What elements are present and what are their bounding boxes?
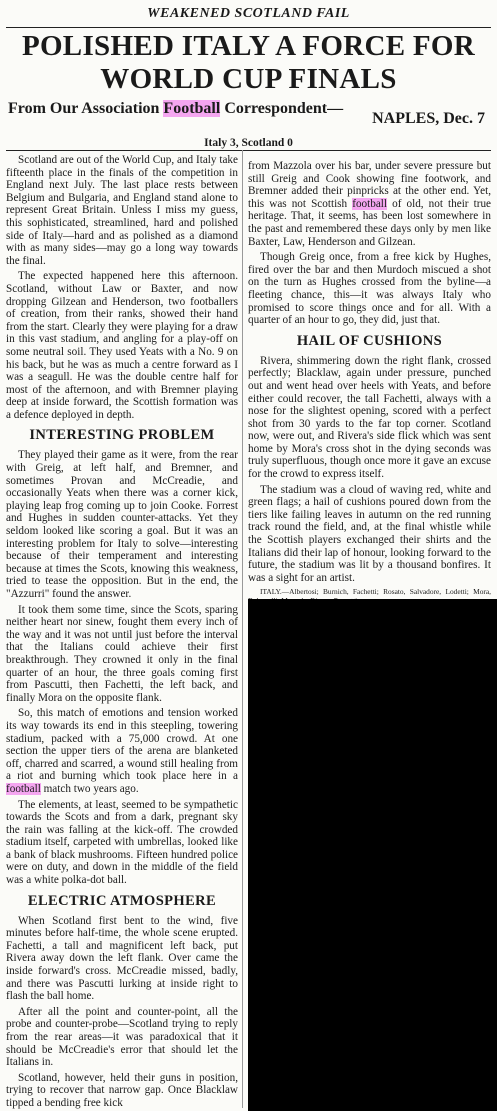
score-rule	[6, 150, 491, 151]
paragraph: The stadium was a cloud of waving red, white and green flags; a hail of cushions poured down from the tiers like failing leaves in autumn on the red running track round the field, and, at the final whistle while the Scottish players exchanged their shirts and the Italians did their lap of honour, looking forward to the future, the stadium was lit by a thousand bonfires. It was a sight for an artist.	[248, 483, 491, 584]
column-left	[6, 154, 238, 1111]
paragraph: Rivera, shimmering down the right flank, crossed perfectly; Blacklaw, again under pressure, punched out and went head over heels with Yeats, and before either could recover, the tall Fachetti, always with a nose for the slightest opening, scored with a perfect shot from 30 yards to the far top corner. Scotland now, were out, and Rivera's side flick which was sent home by Mora's cross shot in the dying seconds was truly superfluous, though once more it gave an excuse for the crowd to express itself.	[248, 354, 491, 481]
paragraph	[6, 707, 238, 795]
highlight: football	[6, 782, 41, 795]
paragraph: After all the point and counter-point, all the probe and counter-probe—Scotland trying to reply from the rear areas—it was paradoxical that it should be McCreadie's error that should let the Italians in.	[6, 1005, 238, 1069]
byline-prefix: From Our Association	[8, 100, 164, 117]
subheading: INTERESTING PROBLEM	[29, 427, 215, 444]
paragraph: Scotland are out of the World Cup, and Italy take fifteenth place in the finals of the competition in England next July. The last place rests between Belgium and Bulgaria, and England stand alone to represent Great Britain. Unless I miss my guess, this sophisticated, streamlined, hard and polished side of Italy—hard and as polished as a diamond with as many sides—may go a long way towards the final.	[6, 154, 238, 267]
paragraph: The expected happened here this afternoon. Scotland, without Law or Baxter, and now dropping Gilzean and Henderson, two footballers of creation, from their ranks, showed their hand from the start. Clearly they were playing for a draw in this vast stadium, and angling for a play-off on some neutral soil. They used Yeats with a No. 9 on his back, but he was as much a centre forward as I was a seagull. He was the double centre half for most of the afternoon, and with Bremner playing deep at inside forward, the Scottish formation was a defence deployed in depth.	[6, 270, 238, 421]
paragraph: The elements, at least, seemed to be sympathetic towards the Scots and from a dark, pregnant sky the rain was falling at the kick-off. The crowded stadium itself, carpeted with umbrellas, looked like a bank of black mushrooms. Fifteen hundred police were on duty, and down in the middle of the field was a white polka-dot ball.	[6, 798, 238, 887]
paragraph: Though Greig once, from a free kick by Hughes, fired over the bar and then Murdoch miscued a shot on the turn as Hughes crossed from the byline—a fleeting chance, this—it was always Italy who promised to score things once and for all. With a quarter of an hour to go, they did, just that.	[248, 251, 491, 327]
paragraph: It took them some time, since the Scots, sparing neither heart nor sinew, fought them every inch of the way and it was not until just before the interval that the Italians could achieve their first breakthrough. They crowned it only in the final quarter of an hour, the three goals coming first from Pascutti, then Fachetti, the left back, and finally Mora on the opposite flank.	[6, 603, 238, 704]
column-divider	[242, 150, 243, 1108]
score-line: Italy 3, Scotland 0	[204, 137, 293, 149]
dateline: NAPLES, Dec. 7	[372, 110, 485, 127]
subheading: ELECTRIC ATMOSPHERE	[27, 892, 217, 909]
byline	[8, 100, 343, 118]
lineup-italy: ITALY.—Albertosi; Burnich, Fachetti; Rosato, Salvadore, Lodetti; Mora,	[260, 587, 491, 597]
paragraph: They played their game as it were, from the rear with Greig, at left half, and Bremner, and sometimes Provan and McCreadie, and occasionally Yeats when there was a corner kick, playing leap frog coming up to join Cooke. Forrest and Hughes in sudden counter-attacks. Yet they seldom looked like scoring a goal. But it was an interesting problem for Italy to solve—interesting because of their temperament and interesting because at times the Scots, knowing this weakness, tried to tease the opposition. But in the end, the "Azzurri" found the answer.	[6, 449, 238, 600]
paragraph: When Scotland first bent to the wind, five minutes before half-time, the whole scene erupted. Fachetti, a tall and magnificent left back, put Rivera away down the left flank. Over came the inside forward's cross. McCreadie missed, badly, and there was Pascutti lurking at inside right to flash the ball home.	[6, 914, 238, 1003]
byline-suffix: Correspondent—	[220, 100, 344, 117]
paragraph	[248, 160, 491, 248]
top-rule	[6, 27, 491, 28]
text-run: match two years ago.	[40, 782, 139, 795]
subheading: HAIL OF CUSHIONS	[296, 332, 443, 349]
blank-area	[248, 599, 497, 1111]
column-right	[248, 160, 491, 641]
text-run: of old, not their true heritage. That, it seems, has been lost somewhere in the past and remembered these days only by men like Baxter, Law, Henderson and Gilzean.	[248, 197, 491, 248]
text-run: So, this match of emotions and tension worked its way towards its end in this steepling, towering stadium, packed with a 75,000 crowd. At one section the upper tiers of the arena are blanketed off, charred and scarred, a wound still healing from a riot and burning which took place here in a	[6, 707, 238, 783]
headline: POLISHED ITALY A FORCE FOR WORLD CUP FINALS	[21, 30, 476, 95]
byline-highlight: Football	[163, 100, 221, 117]
text-run: from Mazzola over his bar, under severe pressure but still Greig and Cook showing fine footwork, and Bremner added their pinpricks at the other end. Yet, this was not Scottish	[248, 160, 491, 210]
highlight: football	[352, 197, 388, 210]
kicker: WEAKENED SCOTLAND FAIL	[147, 6, 350, 21]
paragraph: Scotland, however, held their guns in position, trying to recover that narrow gap. Once Blacklaw tipped a bending free kick	[6, 1071, 238, 1109]
